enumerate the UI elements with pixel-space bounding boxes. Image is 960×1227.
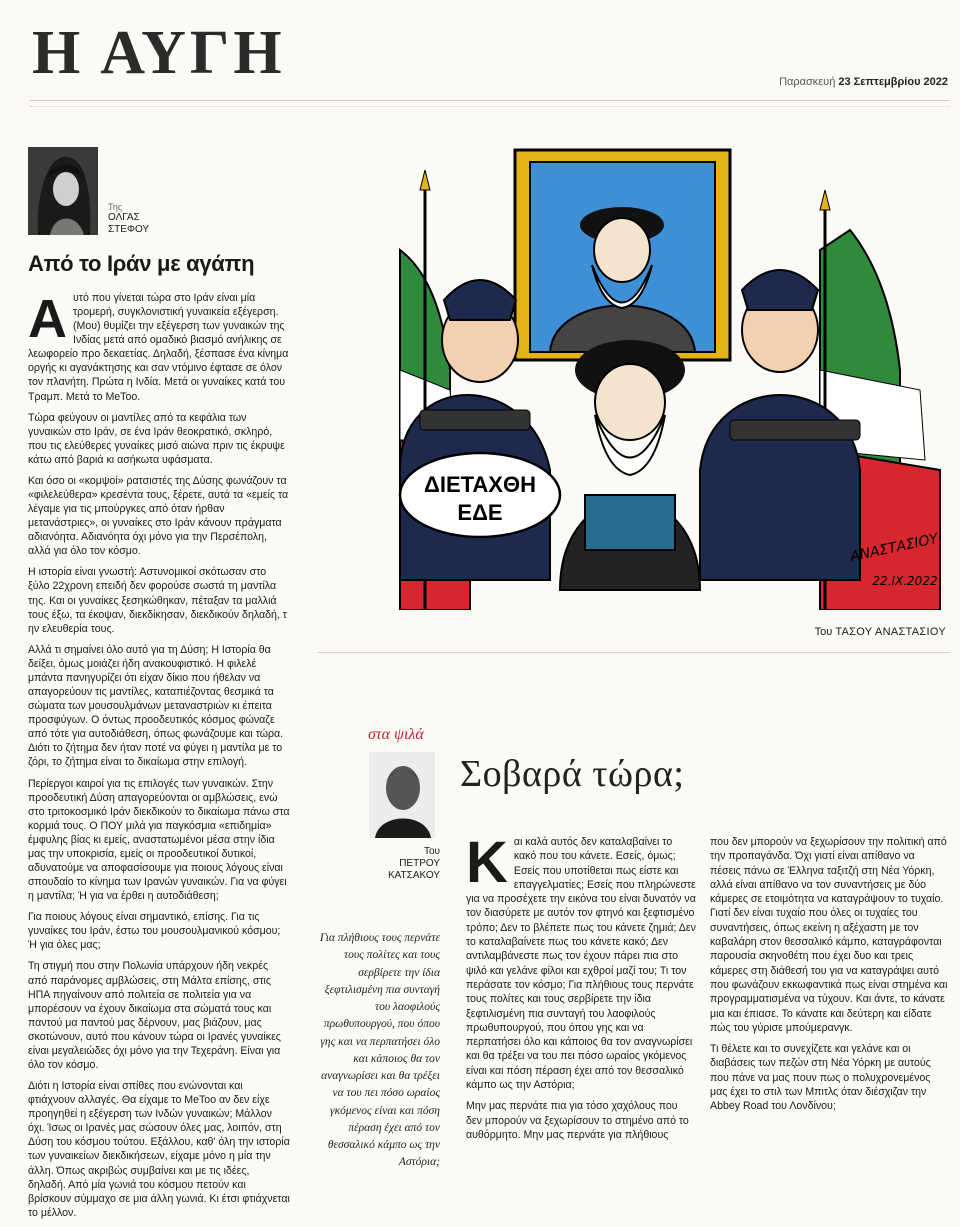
political-cartoon bbox=[380, 140, 950, 610]
by-prefix-2: Του bbox=[423, 846, 440, 857]
article2-column-2 bbox=[710, 835, 948, 1121]
by-prefix: Της bbox=[108, 201, 123, 212]
masthead-divider bbox=[30, 100, 950, 107]
article2-column-1 bbox=[466, 830, 696, 1149]
credit-name: ΤΑΣΟΥ ΑΝΑΣΤΑΣΙΟΥ bbox=[835, 626, 946, 638]
paragraph: Τώρα φεύγουν οι μαντίλες από τα κεφάλια των γυναικών στο Ιράν, σε ένα Ιράν θεοκρατικό, σκληρό, που τις ελεύθερες γυναίκες μισό αιώνα πριν τις έκρυψε κάτω από βαριά κι ασήκωτα υφάσματα. bbox=[28, 411, 285, 466]
author-box bbox=[28, 145, 290, 235]
author-first: ΟΛΓΑΣ bbox=[108, 212, 140, 223]
dateline bbox=[779, 76, 948, 88]
author-last: ΣΤΕΦΟΥ bbox=[108, 223, 150, 235]
paragraph: Αλλά τι σημαίνει όλο αυτό για τη Δύση; Η Ιστορία θα δείξει, όμως μοιάζει ήδη ανακουφιστικό. Η φιλελέ μπάντα πανηγυρίζει ότι είχαν δίκιο που ήθελαν να απαγορεύουν τις μαντίλες, καταπιέζοντας θεσμικά τα σώματα των μουσουλμάνων μεταναστριών κι έπειτα προσφύγων. Ο όντως προοδευτικός κόσμος φώναζε από τότε για αυτοδιάθεση, όπως φωνάζουμε και τώρα. Διότι το ζήτημα δεν ήταν ποτέ να φύγει η μαντίλα με το ζόρι, το ζήτημα είναι το δικαίωμα στην επιλογή. bbox=[28, 643, 284, 769]
paragraph: Διότι η Ιστορία είναι σπίθες που ενώνονται και φτιάχνουν αλλαγές. Θα είχαμε το MeToo αν δεν είχε προηγηθεί η εξέγερση των Ινδών γυναικών; Μάλλον όχι. Ίσως οι Ιρανές μας σώσουν όλες μας, λοιπόν, στη Δύση του κόσμου τούτου. Εξάλλου, καθ' όλη την ιστορία των γυναικείων διεκδικήσεων, είχαμε μόνο η μία την άλλη. Όπως ακριβώς συμβαίνει και με τις ιδέες, δηλαδή. Από μία γωνιά του κόσμου πετούν και βρίσκουν σύμμαχο σε μια άλλη γωνιά. Κι έτσι φτιάχνεται το μέλλον. bbox=[28, 1080, 290, 1219]
cartoon-date: 22.IX.2022 bbox=[872, 574, 938, 588]
section-label: στα ψιλά bbox=[368, 726, 424, 743]
article-headline-2: Σοβαρά τώρα; bbox=[460, 753, 685, 795]
newspaper-masthead: Η ΑΥΓΗ bbox=[32, 19, 286, 87]
credit-prefix: Του bbox=[814, 626, 833, 638]
speech-text-2: ΕΔΕ bbox=[457, 500, 503, 525]
paragraph: Τι θέλετε και το συνεχίζετε και γελάνε και οι διαβάσεις των πεζών στη Νέα Υόρκη με αυτούς που πάνε να μας πουν πως ο πολυχρονεμένος μας έχει το στιλ των Μπιτλς όταν διέσχιζαν την Abbey Road του Λονδίνου; bbox=[710, 1043, 931, 1113]
paragraph: Περίεργοι καιροί για τις επιλογές των γυναικών. Στην προοδευτική Δύση απαγορεύονται οι αμβλώσεις, ενώ στο τριτοκοσμικό Ιράν διεκδικούν το δικαίωμα πάνω στα κορμιά τους. Ο ΠΟΥ μιλά για παγκόσμια «επιδημία» έμφυλης βίας κι εμείς, αναστατωμένοι μέσα στην ίδια μας την υποκρισία, εμείς οι προοδευτικοί δυτικοί, αδυνατούμε να αποφασίσουμε για ποιους λόγους είναι σπουδαίο το κίνημα των Ιρανών γυναικών. Για να φύγει η μαντίλα; Ή για να έρθει η αυτοδιάθεση; bbox=[28, 777, 290, 903]
drop-cap-2: Κ bbox=[466, 830, 508, 895]
paragraph: Και όσο οι «κομψοί» ρατσιστές της Δύσης φωνάζουν τα «φιλελεύθερα» κρεσέντα τους, ξέρετε, αυτά τα «εμείς τα λέγαμε για τις μπούργκες από όταν ήρθαν μετανάστριες», οι γυναίκες στο Ιράν κάνουν πράγματα αδιανόητα. Αδιανόητα όχι μόνο για την Περσέπολη, αλλά για όλο τον κόσμο. bbox=[28, 474, 289, 558]
author-byline-2 bbox=[360, 846, 440, 882]
section-divider bbox=[318, 652, 950, 653]
article-column-left bbox=[28, 145, 290, 1227]
paragraph: Για ποιους λόγους είναι σημαντικό, επίσης. Για τις γυναίκες του Ιράν, έστω του μουσουλμανικού κόσμου; Ή για όλες μας; bbox=[28, 911, 281, 952]
paragraph: Τη στιγμή που στην Πολωνία υπάρχουν ήδη νεκρές από παράνομες αμβλώσεις, στη Μάλτα επίσης, στις ΗΠΑ πηγαίνουν από πολιτεία σε πολιτεία για να μπορέσουν να έχουν δικαίωμα στα σώματά τους και παντού μα παντού μας δέρνουν, μας βιάζουν, μας σκοτώνουν, αυτό που κάνουν τώρα οι Ιρανές γυναίκες είναι μεγαλειώδες όχι μόνο για την Τεχεράνη. Είναι για όλο τον κόσμο. bbox=[28, 960, 281, 1071]
paragraph: Η ιστορία είναι γνωστή: Αστυνομικοί σκότωσαν στο ξύλο 22χρονη επειδή δεν φορούσε σωστά τη μαντίλα της. Και οι γυναίκες ξεσηκώθηκαν, πέταξαν τα μαλλιά τους έξω, τα έκοψαν, διεκδίκησαν, διεκδικούν δηλαδή, τ ην ελευθερία τους. bbox=[28, 566, 287, 635]
paragraph: που δεν μπορούν να ξεχωρίσουν την πολιτική από την προπαγάνδα. Όχι γιατί είναι απίθανο να πέσεις πάνω σε Έλληνα ταξιτζή στη Νέα Υόρκη, αλλά είναι απίθανο να τον συναντήσεις με δύο κάμερες σε ετοιμότητα να καταγράψουν το τυχαίο. Γιατί δεν είναι τυχαίο που όλες οι τυχαίες του συναντήσεις, όπως εκείνη η αξέχαστη με τον καβαλάρη στον θεσσαλικό κάμπο, καταγράφονται παρουσία σκηνοθέτη που έχει δυο και τρεις κάμερες στη διάθεσή του για να καταγράψει αυτό που φωνάζουν εκκωφαντικά πως είναι στημένα και προγραμματισμένα να τύχουν. Και άντε, το κάνατε μια και έπιασε. Το κάνατε και δεύτερη και είδατε πώς του γύρισε μπούμερανγκ. bbox=[710, 836, 948, 1034]
drop-cap: Α bbox=[28, 289, 67, 349]
cartoon-signature: ΑΝΑΣΤΑΣΙΟΥ bbox=[848, 530, 940, 566]
author-last-2: ΚΑΤΣΑΚΟΥ bbox=[387, 870, 440, 881]
cartoon-credit bbox=[815, 626, 946, 638]
article-headline: Από το Ιράν με αγάπη bbox=[28, 251, 255, 276]
author-photo-2 bbox=[369, 752, 435, 838]
weekday: Παρασκευή bbox=[779, 76, 836, 88]
paragraph: Και καλά αυτός δεν καταλαβαίνει το κακό που του κάνετε. Εσείς, όμως; Εσείς που υποτίθεται πως είστε και επαγγελματίες; Εσείς που πληρώνεστε για να προσέχετε την εικόνα του είναι δυνατόν να τον διασύρετε με αυτόν τον φτηνό και ξεφτισμένο τρόπο; Δεν το βλέπετε πως του κάνετε ζημιά; Δεν το καταλαβαίνετε πως του κάνετε κακό; Δεν αντιλαμβάνεστε πως τον έχουν πάρει πια στο ψιλό και γελάνε φίλοι και εχθροί μαζί του; Τι τον περάσατε τον κόσμο; Για πλήθιους τους περνάτε τους πολίτες και τους σερβίρετε την ίδια ξεφτιλισμένη πια συνταγή του λαοφιλούς πρωθυπουργού, που όπου γης και να περπατήσει όλο και κάποιος θα τον αναγνωρίσει και θα τρέξει να του πει πόσο ωραίος γκόμενος είναι και πόση πέραση έχει από τον θεσσαλικό κάμπο ως την Αστόρια; bbox=[466, 830, 696, 1092]
author-first-2: ΠΕΤΡΟΥ bbox=[399, 858, 440, 869]
pull-quote: Για πλήθιους τους περνάτε τους πολίτες και τους σερβίρετε την ίδια ξεφτιλισμένη πια συνταγή του λαοφιλούς πρωθυπουργού, που όπου γης και να περπατήσει όλο και κάποιος θα τον αναγνωρίσει και θα τρέξει να του πει πόσο ωραίος γκόμενος είναι και πόση πέραση έχει από τον θεσσαλικό κάμπο ως την Αστόρια; bbox=[319, 932, 440, 1169]
author-byline bbox=[108, 202, 149, 235]
paragraph: Μην μας περνάτε πια για τόσο χαχόλους που δεν μπορούν να ξεχωρίσουν το στημένο από το αυθόρμητο. Μην μας περνάτε για πλήθιους bbox=[466, 1100, 689, 1141]
speech-text-1: ΔΙΕΤΑΧΘΗ bbox=[424, 472, 536, 497]
paragraph: Αυτό που γίνεται τώρα στο Ιράν είναι μία τρομερή, συγκλονιστική γυναικεία εξέγερση. (Μου) θυμίζει την εξέγερση των γυναικών της Ινδίας μετά από ομαδικό βιασμό ανήλικης σε λεωφορείο προ δεκαετίας. Δηλαδή, ξέσπασε ένα κίνημα οργής κι αγανάκτησης και σαν ντόμινο έφτασε σε όλον τον πλανήτη. Πρώτα η Ινδία. Μετά οι γυναίκες κατά του Τραμπ. Μετά το MeToo. bbox=[28, 289, 289, 403]
date: 23 Σεπτεμβρίου 2022 bbox=[838, 76, 948, 88]
article-body bbox=[28, 291, 290, 1220]
author-photo bbox=[28, 147, 98, 235]
